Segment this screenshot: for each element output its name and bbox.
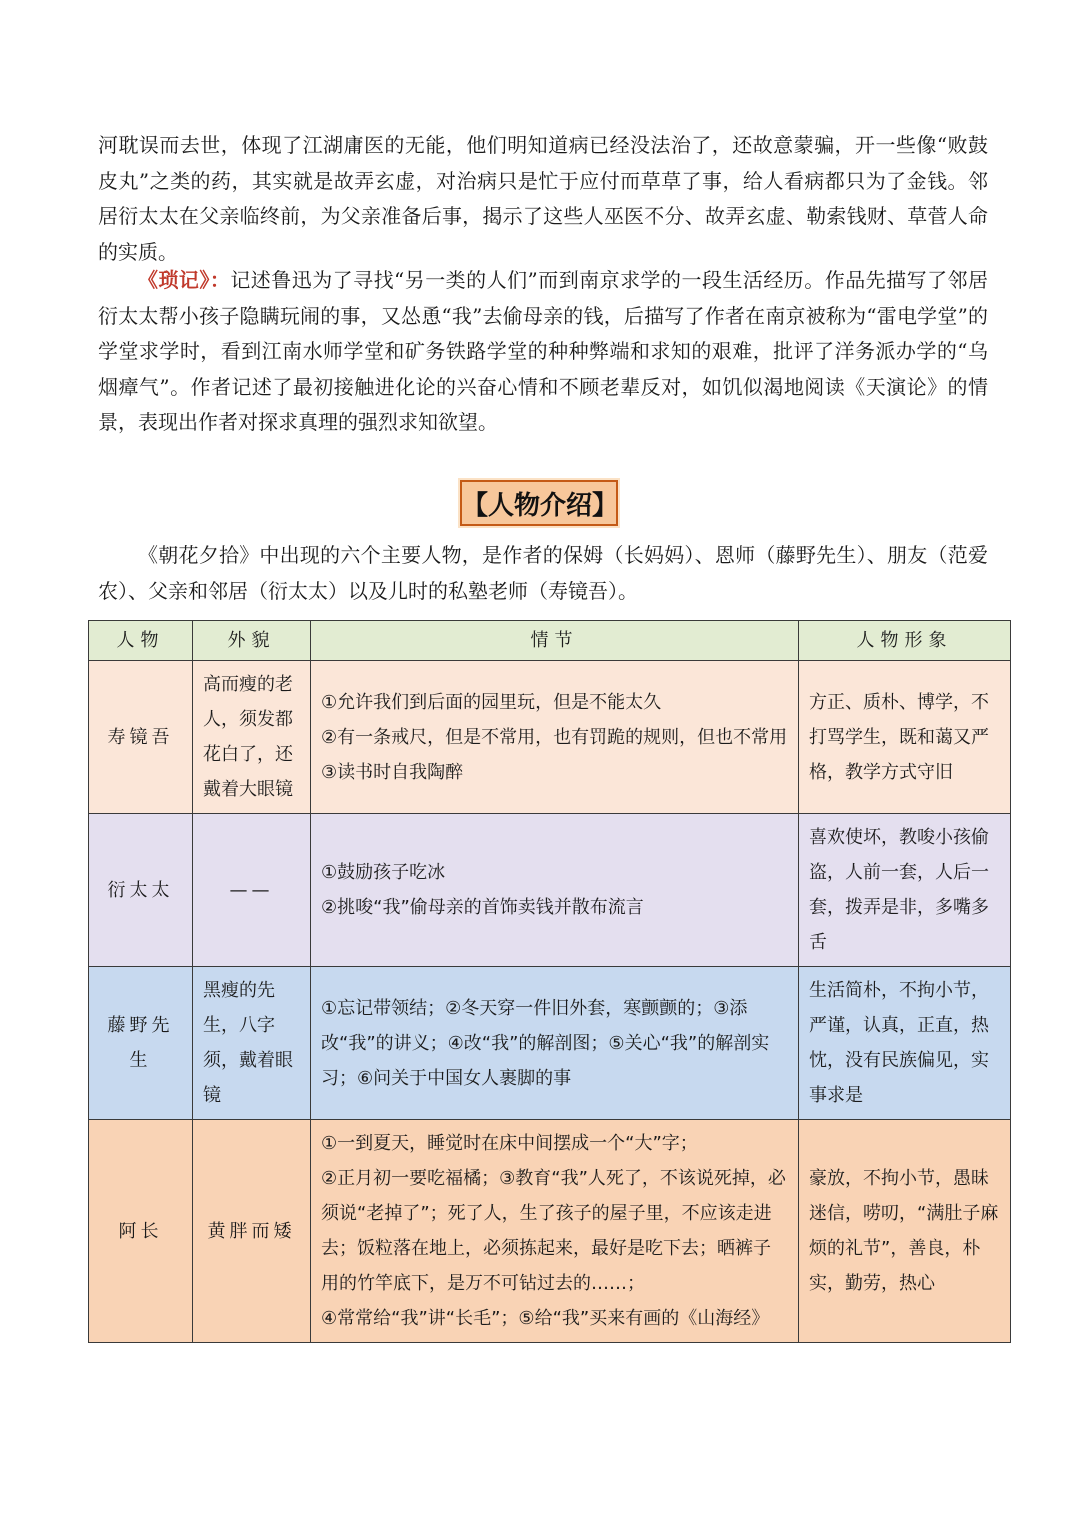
table-row xyxy=(89,1120,1011,1343)
table-row xyxy=(89,661,1011,814)
plot-item: ④常常给“我”讲“长毛”；⑤给“我”买来有画的《山海经》 xyxy=(321,1308,770,1329)
paragraph-father-illness: 河耽误而去世，体现了江湖庸医的无能，他们明知道病已经没法治了，还故意蒙骗，开一些像“败鼓皮丸”之类的药，其实就是故弄玄虚，对治病只是忙于应付而草草了事，给人看病都只为了金钱。邻居衍太太在父亲临终前，为父亲准备后事，揭示了这些人巫医不分、故弄玄虚、勒索钱财、草菅人命的实质。 xyxy=(98,133,988,264)
cell-name: 阿长 xyxy=(89,1120,193,1343)
table-row xyxy=(89,814,1011,967)
header-plot: 情节 xyxy=(311,621,799,661)
plot-item: ①允许我们到后面的园里玩，但是不能太久 xyxy=(321,691,662,713)
cell-appearance: 高而瘦的老人，须发都花白了，还戴着大眼镜 xyxy=(193,661,311,814)
cell-image: 豪放，不拘小节，愚昧迷信，唠叨，“满肚子麻烦的礼节”，善良，朴实，勤劳，热心 xyxy=(799,1120,1011,1343)
plot-item: ②挑唆“我”偷母亲的首饰卖钱并散布流言 xyxy=(321,897,644,918)
cell-plot xyxy=(311,661,799,814)
cell-image: 方正、质朴、博学，不打骂学生，既和蔼又严格，教学方式守旧 xyxy=(799,661,1011,814)
table-row xyxy=(89,967,1011,1120)
cell-plot xyxy=(311,967,799,1120)
cell-image: 生活简朴，不拘小节，严谨，认真，正直，热忱，没有民族偏见，实事求是 xyxy=(799,967,1011,1120)
paragraph-suoji-text: 记述鲁迅为了寻找“另一类的人们”而到南京求学的一段生活经历。作品先描写了邻居衍太太帮小孩子隐瞒玩闹的事，又怂恿“我”去偷母亲的钱，后描写了作者在南京被称为“雷电学堂”的学堂求学时，看到江南水师学堂和矿务铁路学堂的种种弊端和求知的艰难，批评了洋务派办学的“乌烟瘴气”。作者记述了最初接触进化论的兴奋心情和不顾老辈反对，如饥似渴地阅读《天演论》的情景，表现出作者对探求真理的强烈求知欲望。 xyxy=(98,268,988,434)
cell-name: 寿镜吾 xyxy=(89,661,193,814)
header-appearance: 外貌 xyxy=(193,621,311,661)
plot-item: ②有一条戒尺，但是不常用，也有罚跪的规则，但也不常用 xyxy=(321,726,788,748)
plot-item: ①鼓励孩子吃冰 xyxy=(321,862,446,883)
header-image: 人物形象 xyxy=(799,621,1011,661)
plot-item: ①忘记带领结；②冬天穿一件旧外套，寒颤颤的；③添改“我”的讲义；④改“我”的解剖图；⑤关心“我”的解剖实习；⑥问关于中国女人裹脚的事 xyxy=(321,997,770,1089)
plot-item: ①一到夏天，睡觉时在床中间摆成一个“大”字； xyxy=(321,1133,698,1154)
plot-item: ②正月初一要吃福橘；③教育“我”人死了，不该说死掉，必须说“老掉了”；死了人，生了孩子的屋子里，不应该走进去；饭粒落在地上，必须拣起来，最好是吃下去；晒裤子用的竹竿底下，是万不可钻过去的……； xyxy=(321,1168,786,1294)
section-title: 【人物介绍】 xyxy=(460,480,618,526)
plot-item: ③读书时自我陶醉 xyxy=(321,761,464,783)
cell-name: 衍太太 xyxy=(89,814,193,967)
cell-name: 藤野先生 xyxy=(89,967,193,1120)
keyword-suoji: 《琐记》： xyxy=(138,268,231,292)
cell-appearance: 黑瘦的先生，八字须，戴着眼镜 xyxy=(193,967,311,1120)
cell-plot xyxy=(311,1120,799,1343)
header-character: 人物 xyxy=(89,621,193,661)
cell-appearance: 黄胖而矮 xyxy=(193,1120,311,1343)
character-table xyxy=(88,620,1011,1343)
paragraph-suoji xyxy=(98,263,988,441)
cell-image: 喜欢使坏，教唆小孩偷盗，人前一套，人后一套，拨弄是非，多嘴多舌 xyxy=(799,814,1011,967)
paragraph-characters-intro: 《朝花夕拾》中出现的六个主要人物，是作者的保姆（长妈妈）、恩师（藤野先生）、朋友（范爱农）、父亲和邻居（衍太太）以及儿时的私塾老师（寿镜吾）。 xyxy=(98,543,988,603)
table-header-row xyxy=(89,621,1011,661)
cell-plot xyxy=(311,814,799,967)
cell-appearance: —— xyxy=(193,814,311,967)
